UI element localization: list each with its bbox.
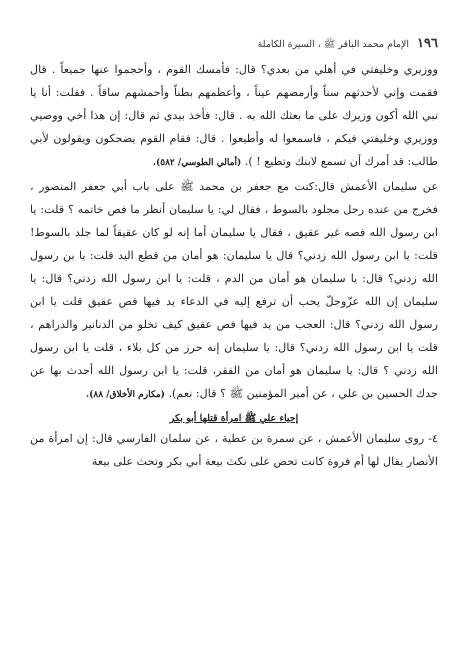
paragraph-2-source: (مكارم الأخلاق/ ٨٨). [86, 390, 165, 400]
paragraph-2 [30, 175, 438, 407]
page-header [30, 36, 438, 52]
paragraph-1-source: (أمالي الطوسي/ ٥٨٢). [152, 158, 242, 168]
running-title: الإمام محمد الباقر ﷺ ، السيرة الكاملة [257, 39, 410, 50]
book-page [30, 36, 438, 473]
paragraph-1-text: ووزيري وخليفتي في أهلي من بعدي؟ قال: فأمسك القوم ، وأحجموا عنها جميعاً . قال فقمت وإني لأحدثهم سناً وأرمصهم عيناً ، وأعظمهم بطناً وأحمشهم ساقاً . فقلت: أنا يا نبي الله أكون وزيرك على ما بعثك الله به . قال: فأخذ بيدي ثم قال: إن هذا أخي ووصيي ووزيري وخليفتي فيكم ، فاسمعوا له وأطيعوا . قال: فقام القوم يضحكون ويقولون لأبي طالب: قد أمرك أن تسمع لابنك وتطيع ! ). [30, 63, 438, 168]
paragraph-1 [30, 58, 438, 175]
paragraph-2-text: عن سليمان الأعمش قال:كنت مع جعفر بن محمد ﷺ على باب أبي جعفر المنصور ، فخرج من عنده رجل مجلود بالسوط ، فقال لي: يا سليمان أنظر ما فص خاتمه ؟ قلت: يا ابن رسول الله فصه غير عقيق ، فقال يا سليمان أما إنه لو كان عقيقاً لما جلد بالسوط! قلت: يا ابن رسول الله زدني؟ قال يا سليمان: هو أمان من قطع اليد قلت: يا بن رسول الله زدني؟ قال: يا سليمان هو أمان من الدم ، قلت: يا ابن رسول الله زدني؟ قال: يا سليمان إن الله عزّوجلّ يحب أن ترفع إليه في الدعاء يد فيها فص عقيق قلت يا ابن رسول الله زدني؟ قال: العجب من يد فيها فص عقيق كيف تخلو من الدنانير والدراهم ، قلت يا ابن رسول الله زدني؟ قال: يا سليمان إنه حرز من كل بلاء ، قلت يا ابن رسول الله زدني ؟ قال: يا سليمان هو أمان من الفقر، قلت: يا ابن رسول الله أحدث بها عن جدك الحسين بن علي ، عن أمير المؤمنين ﷺ ؟ قال: نعم). [30, 180, 438, 400]
paragraph-3: ٤- روى سليمان الأعمش ، عن سمرة بن عطية ، عن سلمان الفارسي قال: إن امرأة من الأنصار يقال لها أم فروة كانت تحض على نكث بيعة أبي بكر وتحث على بيعة [30, 432, 438, 468]
page-number: ١٩٦ [417, 36, 438, 51]
section-heading: إحياء علي ﷺ امرأة قتلها أبو بكر [169, 413, 299, 424]
